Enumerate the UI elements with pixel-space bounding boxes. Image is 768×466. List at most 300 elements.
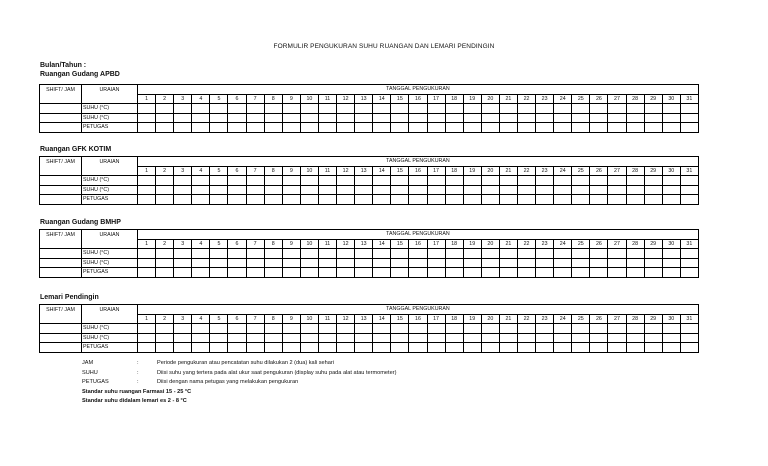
entry-cell[interactable]: [318, 123, 336, 133]
entry-cell[interactable]: [391, 104, 409, 114]
entry-cell[interactable]: [318, 268, 336, 278]
entry-cell[interactable]: [517, 249, 535, 259]
entry-cell[interactable]: [282, 195, 300, 205]
entry-cell[interactable]: [445, 324, 463, 334]
shift-cell[interactable]: [40, 113, 82, 123]
entry-cell[interactable]: [174, 176, 192, 186]
entry-cell[interactable]: [608, 324, 626, 334]
entry-cell[interactable]: [246, 195, 264, 205]
entry-cell[interactable]: [264, 195, 282, 205]
entry-cell[interactable]: [517, 268, 535, 278]
entry-cell[interactable]: [572, 195, 590, 205]
entry-cell[interactable]: [264, 249, 282, 259]
entry-cell[interactable]: [318, 185, 336, 195]
entry-cell[interactable]: [680, 324, 698, 334]
entry-cell[interactable]: [391, 324, 409, 334]
entry-cell[interactable]: [662, 123, 680, 133]
entry-cell[interactable]: [463, 113, 481, 123]
entry-cell[interactable]: [300, 343, 318, 353]
entry-cell[interactable]: [427, 113, 445, 123]
entry-cell[interactable]: [246, 185, 264, 195]
entry-cell[interactable]: [300, 176, 318, 186]
entry-cell[interactable]: [138, 123, 156, 133]
entry-cell[interactable]: [210, 123, 228, 133]
entry-cell[interactable]: [192, 249, 210, 259]
entry-cell[interactable]: [174, 324, 192, 334]
entry-cell[interactable]: [318, 195, 336, 205]
entry-cell[interactable]: [373, 185, 391, 195]
entry-cell[interactable]: [355, 195, 373, 205]
entry-cell[interactable]: [210, 333, 228, 343]
shift-cell[interactable]: [40, 123, 82, 133]
entry-cell[interactable]: [554, 324, 572, 334]
entry-cell[interactable]: [445, 185, 463, 195]
entry-cell[interactable]: [572, 113, 590, 123]
entry-cell[interactable]: [210, 185, 228, 195]
entry-cell[interactable]: [481, 258, 499, 268]
entry-cell[interactable]: [337, 123, 355, 133]
entry-cell[interactable]: [608, 268, 626, 278]
entry-cell[interactable]: [536, 176, 554, 186]
entry-cell[interactable]: [608, 123, 626, 133]
entry-cell[interactable]: [337, 249, 355, 259]
entry-cell[interactable]: [499, 104, 517, 114]
entry-cell[interactable]: [192, 268, 210, 278]
entry-cell[interactable]: [536, 258, 554, 268]
entry-cell[interactable]: [626, 324, 644, 334]
entry-cell[interactable]: [427, 333, 445, 343]
entry-cell[interactable]: [300, 195, 318, 205]
entry-cell[interactable]: [373, 104, 391, 114]
entry-cell[interactable]: [300, 123, 318, 133]
entry-cell[interactable]: [626, 333, 644, 343]
entry-cell[interactable]: [355, 343, 373, 353]
entry-cell[interactable]: [337, 113, 355, 123]
entry-cell[interactable]: [337, 268, 355, 278]
entry-cell[interactable]: [210, 343, 228, 353]
entry-cell[interactable]: [228, 324, 246, 334]
entry-cell[interactable]: [138, 176, 156, 186]
entry-cell[interactable]: [246, 176, 264, 186]
entry-cell[interactable]: [644, 333, 662, 343]
entry-cell[interactable]: [626, 176, 644, 186]
entry-cell[interactable]: [192, 176, 210, 186]
entry-cell[interactable]: [192, 104, 210, 114]
entry-cell[interactable]: [427, 185, 445, 195]
entry-cell[interactable]: [644, 195, 662, 205]
entry-cell[interactable]: [282, 249, 300, 259]
entry-cell[interactable]: [156, 123, 174, 133]
entry-cell[interactable]: [282, 113, 300, 123]
shift-cell[interactable]: [40, 333, 82, 343]
entry-cell[interactable]: [644, 185, 662, 195]
entry-cell[interactable]: [554, 104, 572, 114]
entry-cell[interactable]: [138, 333, 156, 343]
entry-cell[interactable]: [373, 123, 391, 133]
entry-cell[interactable]: [373, 176, 391, 186]
entry-cell[interactable]: [156, 324, 174, 334]
entry-cell[interactable]: [138, 249, 156, 259]
entry-cell[interactable]: [337, 185, 355, 195]
entry-cell[interactable]: [481, 324, 499, 334]
entry-cell[interactable]: [644, 176, 662, 186]
entry-cell[interactable]: [481, 113, 499, 123]
entry-cell[interactable]: [228, 343, 246, 353]
shift-cell[interactable]: [40, 258, 82, 268]
entry-cell[interactable]: [264, 176, 282, 186]
entry-cell[interactable]: [337, 195, 355, 205]
entry-cell[interactable]: [355, 123, 373, 133]
entry-cell[interactable]: [228, 249, 246, 259]
entry-cell[interactable]: [174, 123, 192, 133]
entry-cell[interactable]: [264, 258, 282, 268]
entry-cell[interactable]: [409, 123, 427, 133]
entry-cell[interactable]: [590, 258, 608, 268]
entry-cell[interactable]: [355, 268, 373, 278]
entry-cell[interactable]: [536, 343, 554, 353]
entry-cell[interactable]: [409, 195, 427, 205]
entry-cell[interactable]: [192, 343, 210, 353]
entry-cell[interactable]: [662, 104, 680, 114]
entry-cell[interactable]: [391, 176, 409, 186]
entry-cell[interactable]: [626, 343, 644, 353]
entry-cell[interactable]: [662, 268, 680, 278]
entry-cell[interactable]: [138, 343, 156, 353]
entry-cell[interactable]: [499, 185, 517, 195]
entry-cell[interactable]: [626, 249, 644, 259]
entry-cell[interactable]: [210, 258, 228, 268]
entry-cell[interactable]: [318, 258, 336, 268]
entry-cell[interactable]: [409, 343, 427, 353]
entry-cell[interactable]: [590, 249, 608, 259]
entry-cell[interactable]: [536, 104, 554, 114]
entry-cell[interactable]: [662, 343, 680, 353]
entry-cell[interactable]: [138, 268, 156, 278]
entry-cell[interactable]: [282, 123, 300, 133]
entry-cell[interactable]: [608, 195, 626, 205]
entry-cell[interactable]: [337, 333, 355, 343]
entry-cell[interactable]: [355, 333, 373, 343]
entry-cell[interactable]: [590, 123, 608, 133]
entry-cell[interactable]: [174, 333, 192, 343]
entry-cell[interactable]: [427, 249, 445, 259]
entry-cell[interactable]: [282, 343, 300, 353]
entry-cell[interactable]: [572, 258, 590, 268]
entry-cell[interactable]: [210, 249, 228, 259]
entry-cell[interactable]: [644, 268, 662, 278]
entry-cell[interactable]: [499, 176, 517, 186]
entry-cell[interactable]: [264, 113, 282, 123]
entry-cell[interactable]: [680, 343, 698, 353]
entry-cell[interactable]: [373, 324, 391, 334]
entry-cell[interactable]: [445, 123, 463, 133]
entry-cell[interactable]: [300, 113, 318, 123]
entry-cell[interactable]: [355, 324, 373, 334]
entry-cell[interactable]: [481, 185, 499, 195]
entry-cell[interactable]: [626, 195, 644, 205]
entry-cell[interactable]: [608, 333, 626, 343]
entry-cell[interactable]: [391, 195, 409, 205]
shift-cell[interactable]: [40, 268, 82, 278]
entry-cell[interactable]: [228, 123, 246, 133]
entry-cell[interactable]: [228, 185, 246, 195]
entry-cell[interactable]: [409, 268, 427, 278]
entry-cell[interactable]: [644, 324, 662, 334]
entry-cell[interactable]: [481, 104, 499, 114]
entry-cell[interactable]: [264, 123, 282, 133]
entry-cell[interactable]: [499, 258, 517, 268]
entry-cell[interactable]: [373, 268, 391, 278]
entry-cell[interactable]: [318, 343, 336, 353]
entry-cell[interactable]: [499, 123, 517, 133]
entry-cell[interactable]: [662, 113, 680, 123]
entry-cell[interactable]: [355, 249, 373, 259]
entry-cell[interactable]: [590, 268, 608, 278]
entry-cell[interactable]: [228, 195, 246, 205]
entry-cell[interactable]: [228, 268, 246, 278]
entry-cell[interactable]: [445, 343, 463, 353]
entry-cell[interactable]: [409, 176, 427, 186]
entry-cell[interactable]: [445, 104, 463, 114]
entry-cell[interactable]: [644, 343, 662, 353]
entry-cell[interactable]: [481, 268, 499, 278]
entry-cell[interactable]: [246, 333, 264, 343]
entry-cell[interactable]: [463, 268, 481, 278]
entry-cell[interactable]: [228, 113, 246, 123]
entry-cell[interactable]: [680, 176, 698, 186]
entry-cell[interactable]: [355, 176, 373, 186]
entry-cell[interactable]: [210, 104, 228, 114]
entry-cell[interactable]: [373, 333, 391, 343]
entry-cell[interactable]: [445, 113, 463, 123]
entry-cell[interactable]: [445, 268, 463, 278]
entry-cell[interactable]: [662, 249, 680, 259]
entry-cell[interactable]: [282, 324, 300, 334]
entry-cell[interactable]: [608, 113, 626, 123]
entry-cell[interactable]: [463, 104, 481, 114]
entry-cell[interactable]: [554, 258, 572, 268]
entry-cell[interactable]: [373, 195, 391, 205]
entry-cell[interactable]: [590, 176, 608, 186]
entry-cell[interactable]: [517, 333, 535, 343]
entry-cell[interactable]: [463, 333, 481, 343]
entry-cell[interactable]: [626, 123, 644, 133]
entry-cell[interactable]: [536, 123, 554, 133]
entry-cell[interactable]: [536, 195, 554, 205]
entry-cell[interactable]: [192, 113, 210, 123]
entry-cell[interactable]: [391, 123, 409, 133]
entry-cell[interactable]: [499, 333, 517, 343]
entry-cell[interactable]: [554, 343, 572, 353]
entry-cell[interactable]: [644, 258, 662, 268]
entry-cell[interactable]: [409, 113, 427, 123]
entry-cell[interactable]: [246, 104, 264, 114]
entry-cell[interactable]: [246, 268, 264, 278]
entry-cell[interactable]: [427, 176, 445, 186]
entry-cell[interactable]: [138, 104, 156, 114]
entry-cell[interactable]: [517, 123, 535, 133]
entry-cell[interactable]: [463, 258, 481, 268]
entry-cell[interactable]: [445, 195, 463, 205]
entry-cell[interactable]: [192, 185, 210, 195]
entry-cell[interactable]: [517, 104, 535, 114]
entry-cell[interactable]: [572, 249, 590, 259]
entry-cell[interactable]: [210, 113, 228, 123]
entry-cell[interactable]: [373, 258, 391, 268]
entry-cell[interactable]: [481, 249, 499, 259]
entry-cell[interactable]: [481, 123, 499, 133]
entry-cell[interactable]: [156, 176, 174, 186]
entry-cell[interactable]: [626, 258, 644, 268]
entry-cell[interactable]: [481, 176, 499, 186]
entry-cell[interactable]: [373, 113, 391, 123]
entry-cell[interactable]: [608, 185, 626, 195]
entry-cell[interactable]: [300, 333, 318, 343]
entry-cell[interactable]: [318, 176, 336, 186]
entry-cell[interactable]: [337, 176, 355, 186]
entry-cell[interactable]: [572, 268, 590, 278]
entry-cell[interactable]: [481, 343, 499, 353]
entry-cell[interactable]: [337, 104, 355, 114]
entry-cell[interactable]: [246, 113, 264, 123]
entry-cell[interactable]: [282, 333, 300, 343]
entry-cell[interactable]: [445, 333, 463, 343]
entry-cell[interactable]: [517, 113, 535, 123]
entry-cell[interactable]: [554, 333, 572, 343]
entry-cell[interactable]: [156, 104, 174, 114]
entry-cell[interactable]: [246, 343, 264, 353]
entry-cell[interactable]: [499, 324, 517, 334]
entry-cell[interactable]: [264, 268, 282, 278]
entry-cell[interactable]: [210, 195, 228, 205]
entry-cell[interactable]: [626, 268, 644, 278]
entry-cell[interactable]: [554, 123, 572, 133]
shift-cell[interactable]: [40, 249, 82, 259]
entry-cell[interactable]: [463, 195, 481, 205]
entry-cell[interactable]: [264, 185, 282, 195]
entry-cell[interactable]: [554, 176, 572, 186]
entry-cell[interactable]: [282, 185, 300, 195]
entry-cell[interactable]: [499, 195, 517, 205]
entry-cell[interactable]: [608, 104, 626, 114]
shift-cell[interactable]: [40, 324, 82, 334]
entry-cell[interactable]: [156, 113, 174, 123]
entry-cell[interactable]: [138, 324, 156, 334]
entry-cell[interactable]: [680, 333, 698, 343]
entry-cell[interactable]: [572, 343, 590, 353]
entry-cell[interactable]: [355, 185, 373, 195]
entry-cell[interactable]: [138, 258, 156, 268]
entry-cell[interactable]: [300, 185, 318, 195]
entry-cell[interactable]: [427, 268, 445, 278]
entry-cell[interactable]: [355, 258, 373, 268]
entry-cell[interactable]: [554, 249, 572, 259]
entry-cell[interactable]: [409, 324, 427, 334]
entry-cell[interactable]: [590, 113, 608, 123]
entry-cell[interactable]: [590, 343, 608, 353]
entry-cell[interactable]: [572, 123, 590, 133]
entry-cell[interactable]: [427, 123, 445, 133]
entry-cell[interactable]: [644, 249, 662, 259]
entry-cell[interactable]: [318, 249, 336, 259]
entry-cell[interactable]: [337, 343, 355, 353]
entry-cell[interactable]: [662, 185, 680, 195]
entry-cell[interactable]: [536, 249, 554, 259]
entry-cell[interactable]: [409, 185, 427, 195]
entry-cell[interactable]: [228, 258, 246, 268]
entry-cell[interactable]: [662, 258, 680, 268]
entry-cell[interactable]: [427, 195, 445, 205]
entry-cell[interactable]: [572, 333, 590, 343]
entry-cell[interactable]: [644, 123, 662, 133]
entry-cell[interactable]: [318, 324, 336, 334]
entry-cell[interactable]: [264, 324, 282, 334]
entry-cell[interactable]: [536, 268, 554, 278]
entry-cell[interactable]: [174, 195, 192, 205]
entry-cell[interactable]: [228, 333, 246, 343]
shift-cell[interactable]: [40, 104, 82, 114]
entry-cell[interactable]: [391, 185, 409, 195]
entry-cell[interactable]: [282, 258, 300, 268]
entry-cell[interactable]: [445, 176, 463, 186]
entry-cell[interactable]: [264, 104, 282, 114]
entry-cell[interactable]: [210, 176, 228, 186]
entry-cell[interactable]: [536, 324, 554, 334]
entry-cell[interactable]: [517, 195, 535, 205]
entry-cell[interactable]: [572, 185, 590, 195]
entry-cell[interactable]: [499, 113, 517, 123]
entry-cell[interactable]: [572, 324, 590, 334]
entry-cell[interactable]: [192, 324, 210, 334]
entry-cell[interactable]: [174, 268, 192, 278]
entry-cell[interactable]: [174, 113, 192, 123]
entry-cell[interactable]: [174, 185, 192, 195]
entry-cell[interactable]: [626, 113, 644, 123]
entry-cell[interactable]: [282, 104, 300, 114]
entry-cell[interactable]: [174, 343, 192, 353]
entry-cell[interactable]: [463, 324, 481, 334]
entry-cell[interactable]: [608, 249, 626, 259]
entry-cell[interactable]: [391, 258, 409, 268]
entry-cell[interactable]: [246, 258, 264, 268]
entry-cell[interactable]: [662, 195, 680, 205]
entry-cell[interactable]: [427, 258, 445, 268]
entry-cell[interactable]: [264, 343, 282, 353]
entry-cell[interactable]: [608, 258, 626, 268]
entry-cell[interactable]: [300, 104, 318, 114]
entry-cell[interactable]: [373, 343, 391, 353]
entry-cell[interactable]: [409, 333, 427, 343]
entry-cell[interactable]: [300, 258, 318, 268]
entry-cell[interactable]: [391, 249, 409, 259]
entry-cell[interactable]: [192, 123, 210, 133]
entry-cell[interactable]: [463, 185, 481, 195]
entry-cell[interactable]: [246, 249, 264, 259]
entry-cell[interactable]: [391, 333, 409, 343]
entry-cell[interactable]: [355, 113, 373, 123]
entry-cell[interactable]: [138, 195, 156, 205]
entry-cell[interactable]: [300, 249, 318, 259]
entry-cell[interactable]: [662, 333, 680, 343]
entry-cell[interactable]: [246, 123, 264, 133]
entry-cell[interactable]: [590, 104, 608, 114]
entry-cell[interactable]: [680, 258, 698, 268]
entry-cell[interactable]: [517, 343, 535, 353]
entry-cell[interactable]: [536, 333, 554, 343]
entry-cell[interactable]: [644, 104, 662, 114]
entry-cell[interactable]: [409, 104, 427, 114]
entry-cell[interactable]: [373, 249, 391, 259]
